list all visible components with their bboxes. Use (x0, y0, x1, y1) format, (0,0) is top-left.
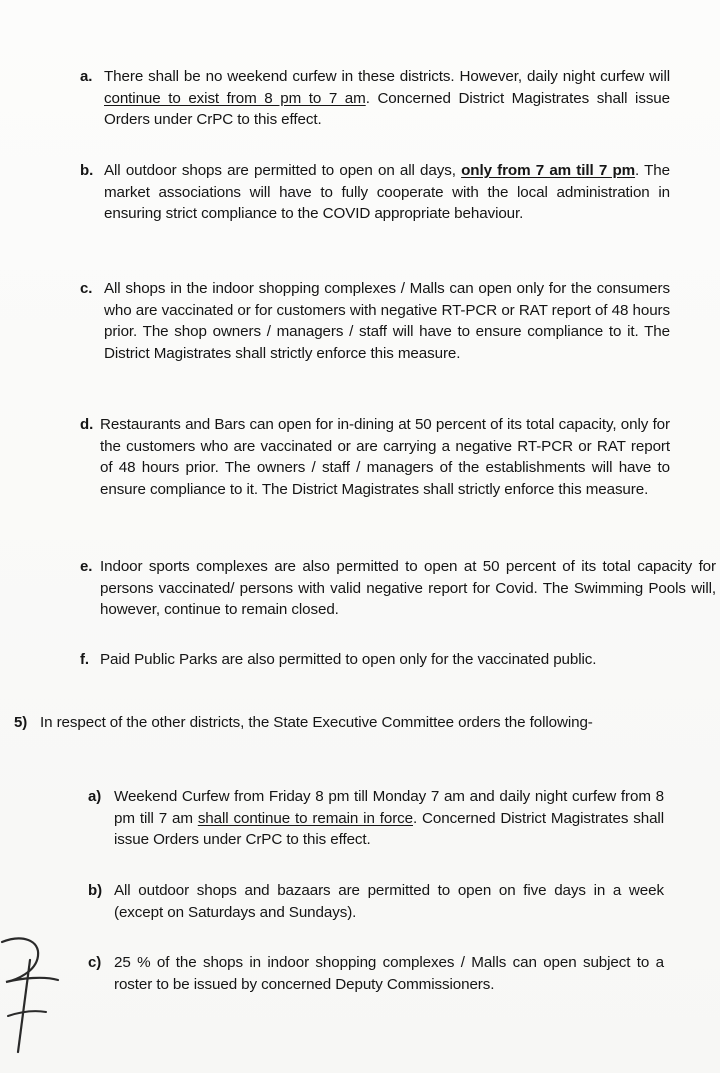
sub-item-text (114, 880, 664, 923)
sub-item-label: b) (88, 882, 102, 899)
sub-item-b (88, 880, 664, 923)
text-run: . The market associations will have to fully cooperate with the local administration in ensuring strict compliance to the COVID appropriate behaviour. (104, 162, 670, 222)
text-run: Weekend Curfew from Friday 8 pm till Monday 7 am and daily night curfew from 8 pm till 7 am (114, 788, 664, 827)
item-text (100, 649, 700, 671)
list-item-d (80, 414, 670, 500)
item-label: f. (80, 651, 89, 668)
list-item-c (80, 278, 670, 364)
handwritten-signature (0, 920, 70, 1060)
item-label: b. (80, 162, 94, 179)
text-run: . Concerned District Magistrates shall issue Orders under CrPC to this effect. (104, 89, 671, 128)
text-run: Restaurants and Bars can open for in-dining at 50 percent of its total capacity, only for the customers who are vaccinated or are carrying a negative RT-PCR or RAT report of 48 hours prior. The owners / staff / managers of the establishments will have to ensure compliance to it. The District Magistrates shall strictly enforce this measure. (100, 416, 670, 498)
sub-item-label: c) (88, 954, 102, 971)
sub-item-text (114, 786, 664, 851)
section-text: In respect of the other districts, the State Executive Committee orders the following- (40, 714, 593, 731)
text-run: All outdoor shops and bazaars are permitted to open on five days in a week (except on Saturdays and Sundays). (114, 882, 664, 921)
list-item-e (80, 556, 716, 621)
text-run: . Concerned District Magistrates shall issue Orders under CrPC to this effect. (114, 809, 664, 848)
sub-item-text (114, 952, 664, 995)
item-text (104, 160, 670, 225)
sub-item-label: a) (88, 788, 102, 805)
underlined-bold-text-run: only from 7 am till 7 pm (461, 162, 636, 179)
section-number: 5) (14, 714, 28, 731)
text-run: All outdoor shops are permitted to open on all days, (104, 162, 462, 179)
sub-item-a (88, 786, 664, 851)
underlined-text-run: shall continue to remain in force (197, 809, 413, 827)
item-label: e. (80, 558, 93, 575)
item-text (104, 278, 670, 364)
item-label: d. (80, 416, 94, 433)
underlined-text-run: continue to exist from 8 pm to 7 am (104, 89, 366, 107)
sub-item-c (88, 952, 664, 995)
item-label: c. (80, 280, 93, 297)
item-text (100, 414, 670, 500)
item-label: a. (80, 68, 93, 85)
text-run: All shops in the indoor shopping complexes / Malls can open only for the consumers who are vaccinated or for customers with negative RT-PCR or RAT report of 48 hours prior. The shop owners / managers / staff will have to ensure compliance to it. The District Magistrates shall strictly enforce this measure. (104, 280, 670, 362)
list-item-a (80, 66, 670, 131)
text-run: There shall be no weekend curfew in these districts. However, daily night curfew will (104, 68, 670, 85)
section-5 (14, 712, 664, 734)
text-run: Paid Public Parks are also permitted to open only for the vaccinated public. (100, 651, 597, 668)
text-run: Indoor sports complexes are also permitted to open at 50 percent of its total capacity for persons vaccinated/ persons with valid negative report for Covid. The Swimming Pools will, however, continue to remain closed. (100, 558, 716, 618)
item-text (104, 66, 670, 131)
list-item-b (80, 160, 670, 225)
item-text (100, 556, 716, 621)
text-run: 25 % of the shops in indoor shopping complexes / Malls can open subject to a roster to be issued by concerned Deputy Commissioners. (114, 954, 664, 993)
list-item-f (80, 649, 700, 671)
